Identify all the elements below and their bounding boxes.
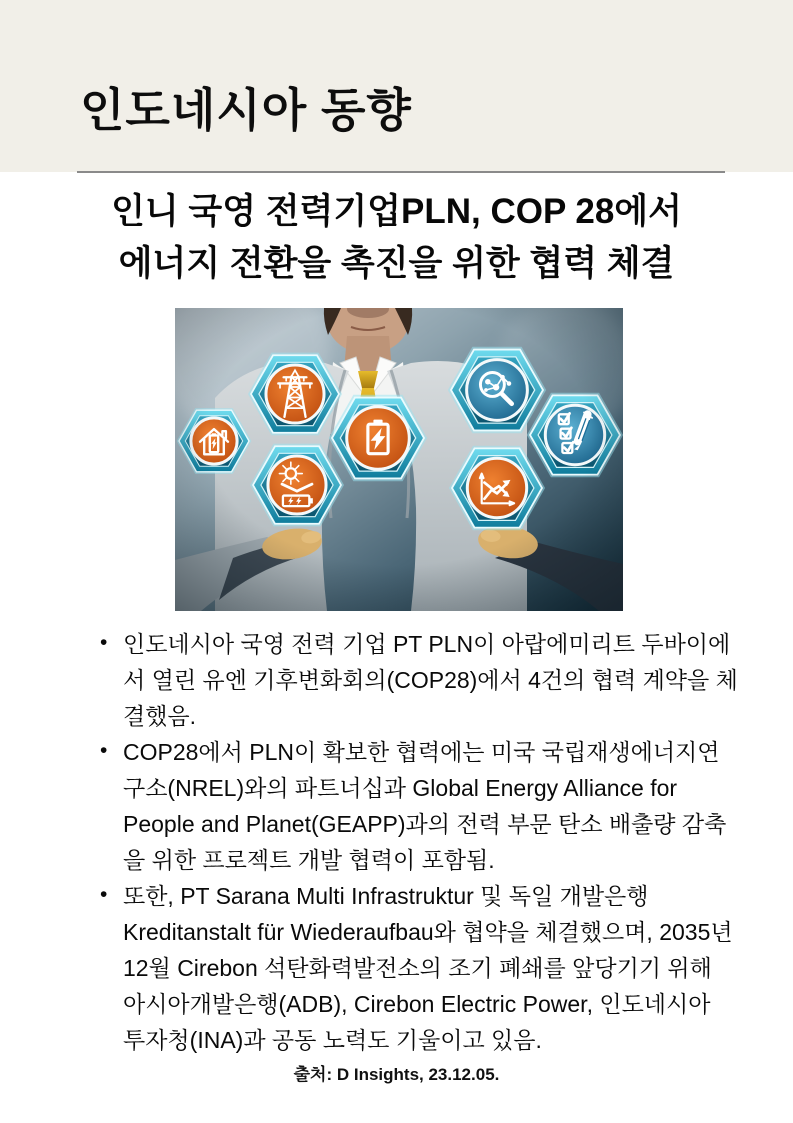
energy-hexagons-illustration	[175, 308, 623, 611]
article-title-line-1: 인니 국영 전력기업PLN, COP 28에서	[111, 192, 682, 231]
article-photo	[175, 308, 623, 611]
article-title	[40, 186, 753, 290]
bullet-item-3: • 또한, PT Sarana Multi Infrastruktur 및 독일 개발은행 Kreditanstalt für Wiederaufbau와 협약을 체결했으며, 2035년 12월 Cirebon 석탄화력발전소의 조기 폐쇄를 앞당기기 위해 아시아개발은행(ADB), Cirebon Electric Power, 인도네시아 투자청(INA)과 공동 노력도 기울이고 있음.	[98, 878, 738, 1058]
bullet-item-2: • COP28에서 PLN이 확보한 협력에는 미국 국립재생에너지연구소(NREL)와의 파트너십과 Global Energy Alliance for People and Planet(GEAPP)과의 전력 부문 탄소 배출량 감축을 위한 프로젝트 개발 협력이 포함됨.	[98, 734, 738, 878]
divider	[77, 171, 725, 173]
source-caption: 출처: D Insights, 23.12.05.	[293, 1065, 500, 1084]
article-title-line-2: 에너지 전환을 촉진을 위한 협력 체결	[118, 244, 675, 283]
page-title: 인도네시아 동향	[80, 84, 412, 136]
bullet-item-1: • 인도네시아 국영 전력 기업 PT PLN이 아랍에미리트 두바이에서 열린 유엔 기후변화회의(COP28)에서 4건의 협력 계약을 체결했음.	[98, 626, 738, 734]
bullet-list	[98, 626, 738, 1058]
masthead	[0, 0, 793, 172]
photo-vignette	[175, 308, 623, 611]
